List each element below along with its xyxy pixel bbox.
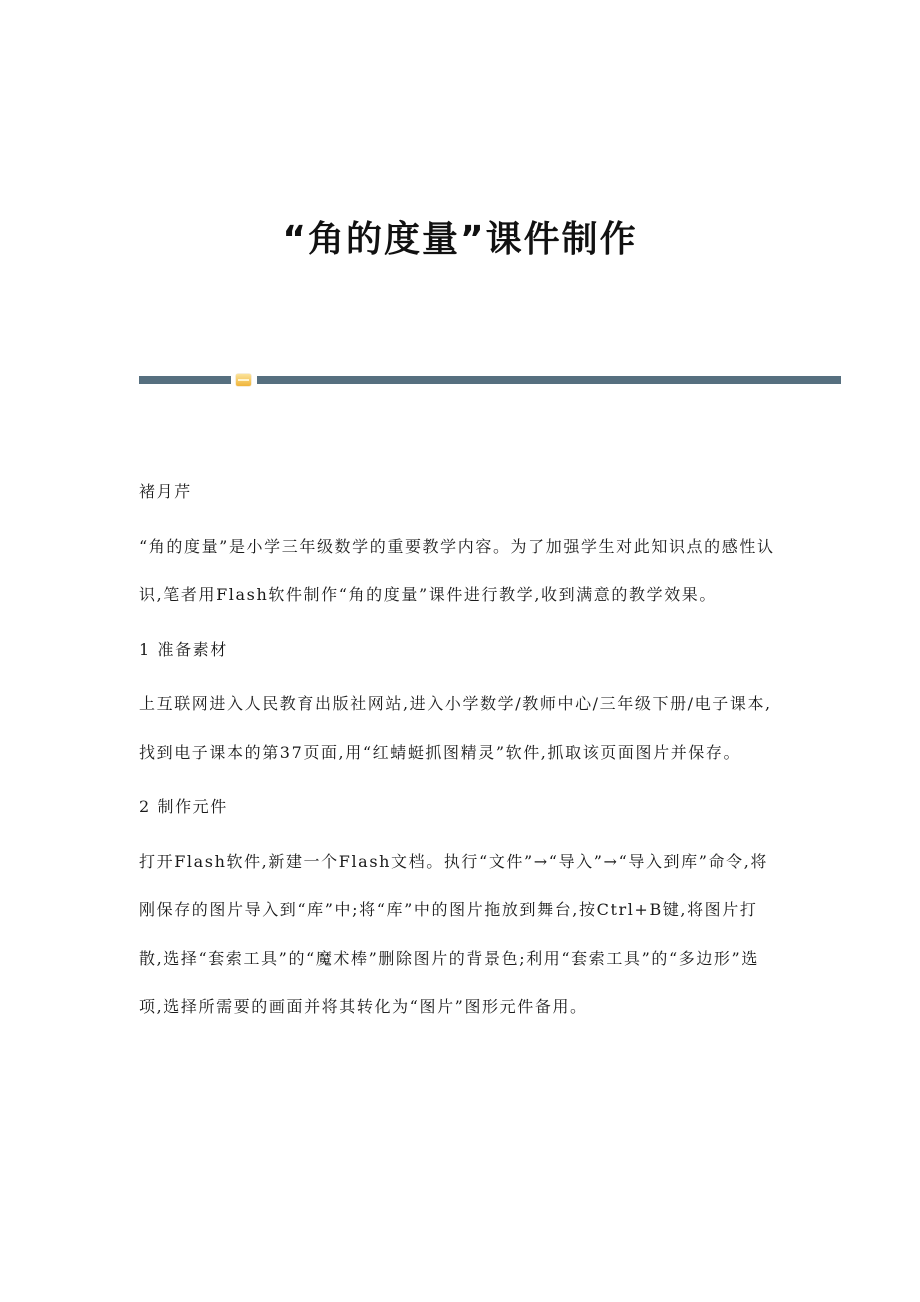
divider-bar-right [257,376,841,384]
intro-paragraph: “角的度量”是小学三年级数学的重要教学内容。为了加强学生对此知识点的感性认识,笔者用Flash软件制作“角的度量”课件进行教学,收到满意的教学效果。 [139,536,775,604]
divider-ornament-icon [236,374,251,386]
divider-bar-left [139,376,231,384]
section-heading-make: 2 制作元件 [139,797,228,816]
page-title: “角的度量”课件制作 [282,219,638,260]
make-paragraph: 打开Flash软件,新建一个Flash文档。执行“文件”→“导入”→“导入到库”命令,将刚保存的图片导入到“库”中;将“库”中的图片拖放到舞台,按Ctrl+B键,将图片打散,选择“套索工具”的“魔术棒”删除图片的背景色;利用“套索工具”的“多边形”选项,选择所需要的画面并将其转化为“图片”图形元件备用。 [139,851,769,1016]
prepare-paragraph: 上互联网进入人民教育出版社网站,进入小学数学/教师中心/三年级下册/电子课本,找到电子课本的第37页面,用“红蜻蜓抓图精灵”软件,抓取该页面图片并保存。 [139,694,772,762]
section-heading-prepare: 1 准备素材 [139,639,228,659]
article-body [139,468,781,1038]
title-divider [139,374,841,386]
author-name: 褚月芹 [139,482,192,501]
